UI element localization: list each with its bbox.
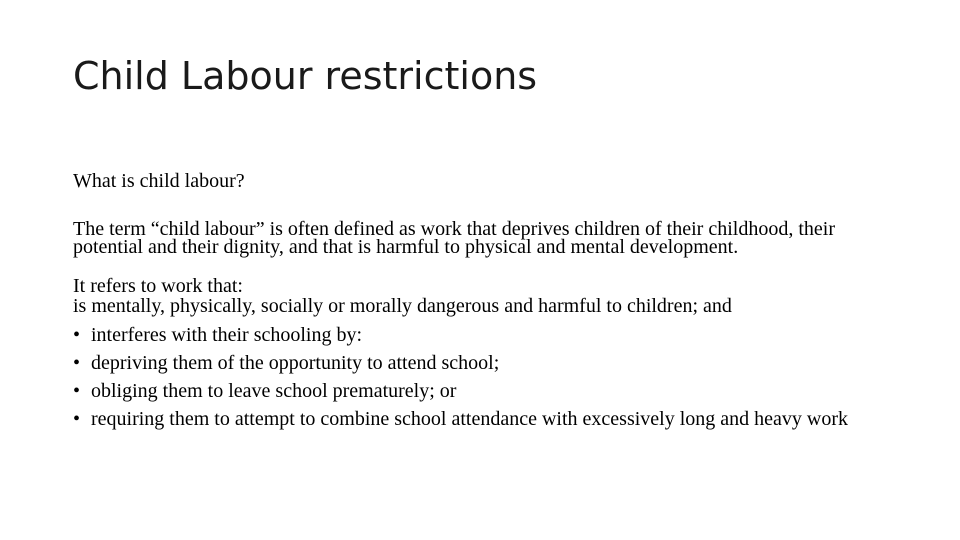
bullet-icon: • — [73, 324, 81, 346]
question-text: What is child labour? — [73, 170, 245, 192]
list-item-text: obliging them to leave school prematurely; or — [91, 380, 457, 402]
list-item-text: interferes with their schooling by: — [91, 324, 363, 346]
intro-line-1: It refers to work that: — [73, 275, 243, 297]
bullet-icon: • — [73, 352, 81, 374]
list-item — [73, 410, 893, 428]
list-item-text: requiring them to attempt to combine school attendance with excessively long and heavy work — [91, 408, 849, 430]
definition-text: The term “child labour” is often defined as work that deprives children of their childhood, their potential and their dignity, and that is harmful to physical and mental development. — [73, 218, 835, 258]
bullet-list — [73, 326, 893, 428]
intro-text — [73, 276, 893, 316]
bullet-icon: • — [73, 408, 81, 430]
list-item — [73, 382, 893, 400]
bullet-icon: • — [73, 380, 81, 402]
slide-title: Child Labour restrictions — [73, 54, 538, 98]
slide-body — [73, 172, 893, 428]
list-item-text: depriving them of the opportunity to attend school; — [91, 352, 500, 374]
list-item — [73, 326, 893, 344]
list-item — [73, 354, 893, 372]
intro-line-2: is mentally, physically, socially or morally dangerous and harmful to children; and — [73, 295, 732, 317]
